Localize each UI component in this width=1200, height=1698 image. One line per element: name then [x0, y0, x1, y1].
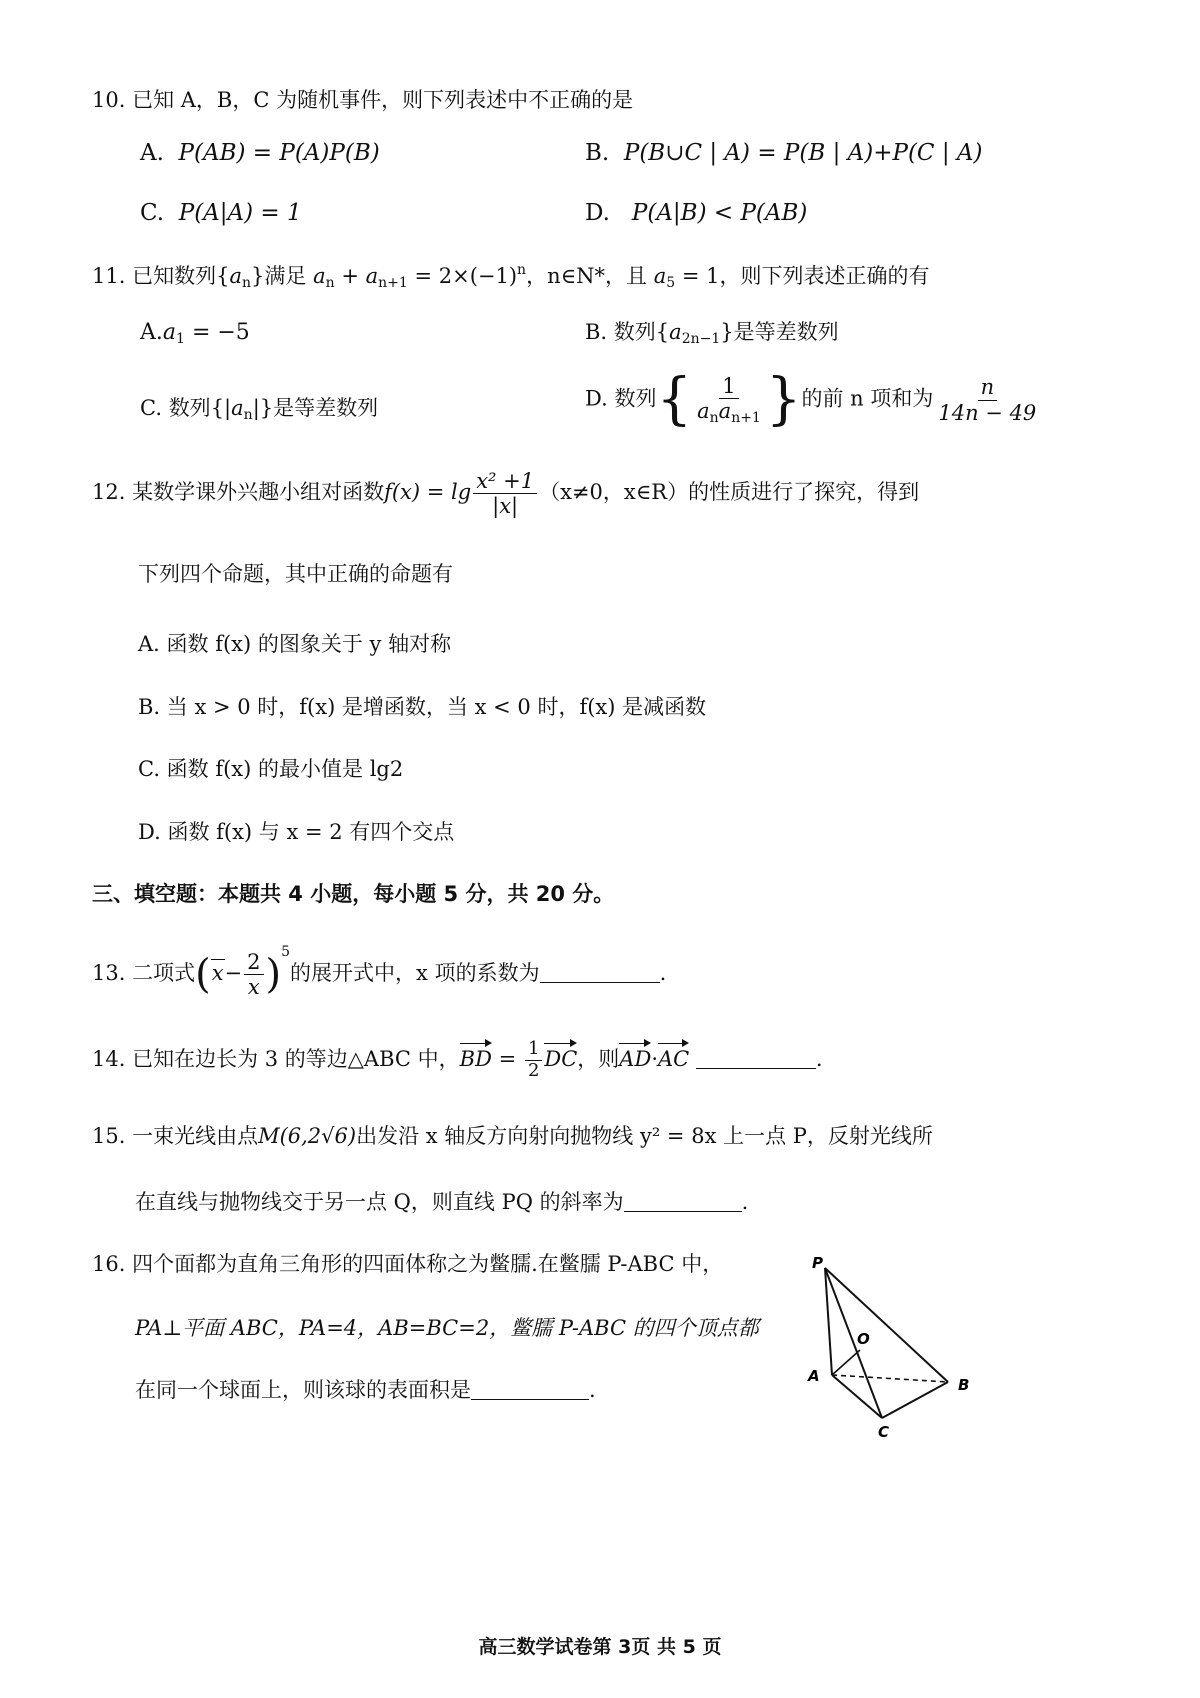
q11-option-a: $A.a_1 = -5$	[140, 320, 250, 347]
label-c: C	[878, 1423, 890, 1441]
q10-stem	[92, 88, 633, 113]
q15-line2: 在直线与抛物线交于另一点 Q，则直线 PQ 的斜率为 .	[135, 1190, 749, 1214]
label-o: O	[857, 1330, 870, 1348]
tetrahedron-figure	[800, 1250, 990, 1450]
label-b: B	[958, 1376, 970, 1394]
page-footer: 高三数学试卷第 3页 共 5 页	[478, 1636, 722, 1658]
q14-answer-blank[interactable]	[696, 1068, 816, 1069]
q12-option-b: B. 当 x > 0 时，f(x) 是增函数，当 x < 0 时，f(x) 是减函数	[138, 695, 707, 719]
q10-option-a: A. P(AB) = P(A)P(B)	[140, 140, 380, 166]
q12-stem: 12. 某数学课外兴趣小组对函数f(x) = lg $\frac{\text{x² +1}}{|x|}$ （x≠0，x∈R）的性质进行了探究，得到	[92, 469, 920, 519]
edge-ab-hidden	[832, 1375, 948, 1382]
segment-ao	[832, 1350, 860, 1375]
q16-line2: PA⊥平面 ABC，PA=4，AB=BC=2，鳖臑 P-ABC 的四个顶点都	[135, 1316, 759, 1340]
edge-cb	[882, 1382, 948, 1418]
q15-answer-blank[interactable]	[624, 1211, 742, 1212]
q10-option-c: C. P(A|A) = 1	[140, 200, 302, 226]
q13: 13. 二项式(x− $\frac{2}{x}$ )$^5$的展开式中，x 项的系数为 .	[92, 944, 667, 999]
q11-stem: 11. 已知数列$\{a_n\}$满足 $a_n + a_{n+1} = 2\times(-1)^n$，n∈N*，且 $a_5 = 1$，则下列表述正确的有	[92, 262, 930, 291]
q16-answer-blank[interactable]	[471, 1399, 589, 1400]
q11-option-d: D. 数列{ $\frac{1}{a_na_{n+1}}$ }的前 n 项和为 $\frac{n}{14n - 49}$	[585, 367, 1037, 432]
q10-option-b: B. P(B∪C | A) = P(B | A)+P(C | A)	[585, 140, 983, 166]
q14: 14. 已知在边长为 3 的等边△ABC 中，BD = $\frac{1}{2}$ DC，则AD·AC .	[92, 1038, 823, 1081]
q11-option-c: C. 数列$\{|a_n|\}$是等差数列	[140, 396, 379, 423]
label-p: P	[812, 1254, 823, 1272]
section-heading: 三、填空题：本题共 4 小题，每小题 5 分，共 20 分。	[92, 882, 615, 906]
q15: 15. 一束光线由点M(6,2√6)出发沿 x 轴反方向射向抛物线 y² = 8x 上一点 P，反射光线所	[92, 1124, 933, 1148]
q10-stem-text: 10. 已知 A，B，C 为随机事件，则下列表述中不正确的是	[92, 88, 634, 112]
q16-line3: 在同一个球面上，则该球的表面积是 .	[135, 1378, 596, 1402]
q12-option-c: C. 函数 f(x) 的最小值是 lg2	[138, 757, 404, 781]
label-a: A	[808, 1367, 820, 1385]
edge-pc	[825, 1268, 882, 1418]
q16-line1: 16. 四个面都为直角三角形的四面体称之为鳖臑.在鳖臑 P-ABC 中，	[92, 1252, 724, 1276]
q12-option-a: A. 函数 f(x) 的图象关于 y 轴对称	[138, 632, 452, 656]
q12-stem-line2: 下列四个命题，其中正确的命题有	[138, 562, 453, 586]
q12-option-d: D. 函数 f(x) 与 x = 2 有四个交点	[138, 820, 455, 844]
q13-answer-blank[interactable]	[540, 982, 660, 983]
q10-option-d: D. P(A|B) < P(AB)	[585, 200, 808, 226]
q11-option-b: B. 数列$\{a_{2n-1}\}$是等差数列	[585, 320, 839, 347]
